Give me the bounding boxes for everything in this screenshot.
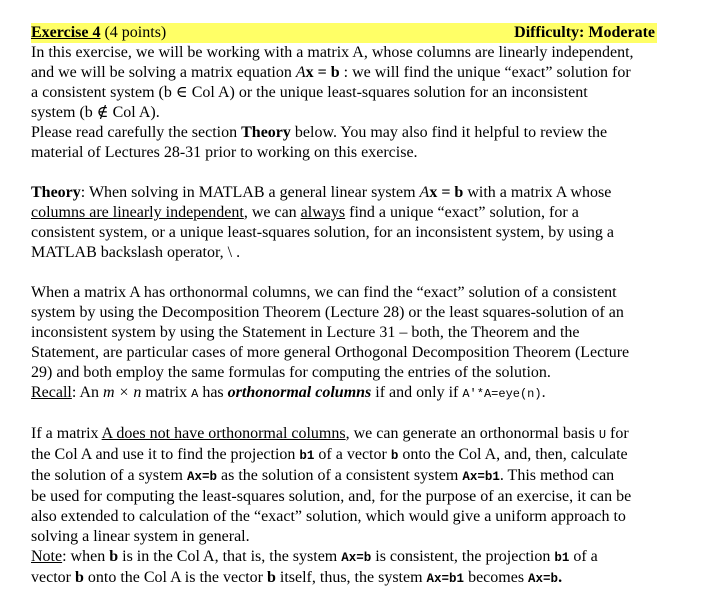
emphasis-underline: columns are linearly independent	[31, 204, 244, 221]
math-x: x	[429, 184, 438, 201]
bold-b: b	[266, 569, 276, 586]
code-b: b	[390, 449, 399, 463]
ortho-line: When a matrix A has orthonormal columns, we can find the “exact” solution of a consistent	[31, 284, 617, 301]
ortho-line: : An	[71, 384, 103, 401]
intro-line: In this exercise, we will be working with a matrix A, whose columns are linearly independent,	[31, 44, 634, 61]
theory-label: Theory	[31, 184, 81, 201]
nonortho-line: . This method can	[499, 467, 615, 484]
nonortho-line: : when	[62, 548, 110, 565]
exercise-header	[31, 23, 657, 43]
code-ax-b: Ax=b	[528, 572, 559, 586]
math-A: A	[419, 184, 430, 201]
ortho-line: .	[541, 384, 546, 401]
ortho-line: inconsistent system by using the Statement in Lecture 31 – both, the Theorem and the	[31, 324, 580, 341]
math-eq-b: = b	[437, 184, 464, 201]
nonortho-line: be used for computing the least-squares solution, and, for the purpose of an exercise, it can be	[31, 488, 632, 505]
nonortho-line: is in the Col A, that is, the system	[118, 548, 342, 565]
nonortho-line: , we can generate an orthonormal basis	[345, 425, 599, 442]
ortho-line: matrix	[141, 384, 192, 401]
nonortho-line: of a vector	[314, 446, 391, 463]
intro-line: system (b ∉ Col A).	[31, 104, 160, 121]
theory-ref: Theory	[241, 124, 291, 141]
code-ax-b1: Ax=b1	[426, 572, 465, 586]
intro-line: : we will find the unique “exact” solution for	[339, 64, 631, 81]
math-x: x	[305, 64, 314, 81]
ortho-line: 29) and both employ the same formulas for computing the entries of the solution.	[31, 364, 551, 381]
code-U: U	[598, 428, 607, 442]
ortho-line: Statement, are particular cases of more general Orthogonal Decomposition Theorem (Lecture	[31, 344, 630, 361]
code-b1: b1	[554, 551, 570, 565]
intro-line: a consistent system (b ∈ Col A) or the unique least-squares solution for an inconsistent	[31, 84, 588, 101]
intro-line: and we will be solving a matrix equation	[31, 64, 296, 81]
nonortho-line: vector	[31, 569, 75, 586]
code-b1: b1	[299, 449, 315, 463]
nonortho-line: the Col A and use it to find the projection	[31, 446, 300, 463]
recall-label: Recall	[31, 384, 72, 401]
nonortho-line: for	[606, 425, 629, 442]
code-A: A	[191, 387, 199, 401]
theory-line: MATLAB backslash operator, \ .	[31, 244, 241, 261]
intro-line: material of Lectures 28-31 prior to working on this exercise.	[31, 144, 418, 161]
note-label: Note	[31, 548, 63, 565]
theory-line: with a matrix A whose	[463, 184, 612, 201]
ortho-line: has	[198, 384, 228, 401]
exercise-label: Exercise 4	[31, 24, 101, 41]
code-ax-b: Ax=b	[341, 551, 372, 565]
nonortho-line: of a	[569, 548, 598, 565]
bold-b: b	[74, 569, 84, 586]
ortho-line: if and only if	[371, 384, 463, 401]
theory-line: : When solving in MATLAB a general linear system	[80, 184, 420, 201]
emphasis-always: always	[300, 204, 346, 221]
exercise-points: (4 points)	[100, 24, 167, 41]
math-A: A	[295, 64, 306, 81]
math-eq-b: = b	[313, 64, 340, 81]
code-ax-b: Ax=b	[186, 470, 217, 484]
nonortho-line: as the solution of a consistent system	[217, 467, 463, 484]
nonortho-line: is consistent, the projection	[371, 548, 555, 565]
code-ax-b1: Ax=b1	[462, 470, 500, 484]
non-orthonormal-paragraph	[31, 424, 700, 589]
nonortho-line: becomes	[464, 569, 529, 586]
exercise-title	[31, 23, 166, 43]
code-eye: A'*A=eye(n)	[462, 387, 542, 401]
ortho-line: system by using the Decomposition Theorem (Lecture 28) or the least squares-solution of an	[31, 304, 624, 321]
nonortho-line: solving a linear system in general.	[31, 528, 250, 545]
theory-line: consistent system, or a unique least-squares solution, for an inconsistent system, by using a	[31, 224, 615, 241]
math-dims: m × n	[103, 384, 142, 401]
nonortho-line: itself, thus, the system	[275, 569, 427, 586]
nonortho-line: also extended to calculation of the “exact” solution, which would give a uniform approach to	[31, 508, 626, 525]
nonortho-line: If a matrix	[31, 425, 102, 442]
theory-line: , we can	[243, 204, 301, 221]
nonortho-line: .	[558, 569, 563, 586]
bold-b: b	[109, 548, 119, 565]
emphasis-underline: A does not have orthonormal columns	[101, 425, 346, 442]
orthonormal-paragraph	[31, 283, 700, 404]
nonortho-line: onto the Col A, and, then, calculate	[398, 446, 628, 463]
nonortho-line: onto the Col A is the vector	[83, 569, 267, 586]
intro-line: below. You may also find it helpful to review the	[290, 124, 608, 141]
difficulty-label: Difficulty: Moderate	[514, 24, 655, 41]
theory-line: find a unique “exact” solution, for a	[345, 204, 579, 221]
nonortho-line: the solution of a system	[31, 467, 187, 484]
intro-paragraph	[31, 43, 700, 163]
theory-paragraph	[31, 183, 700, 263]
orthonormal-emphasis: orthonormal columns	[227, 384, 372, 401]
intro-line: Please read carefully the section	[31, 124, 242, 141]
